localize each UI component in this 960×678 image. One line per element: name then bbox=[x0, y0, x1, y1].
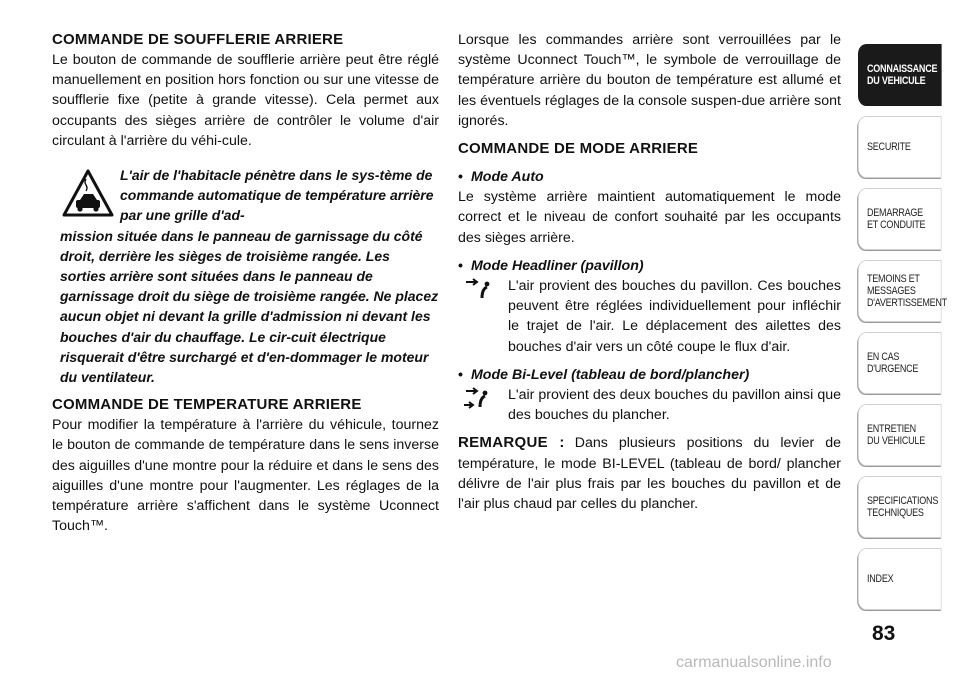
tab-temoins-messages[interactable]: TEMOINS ET MESSAGES D'AVERTISSEMENT bbox=[858, 260, 942, 322]
tab-en-cas-urgence[interactable]: EN CAS D'URGENCE bbox=[858, 332, 942, 394]
remarque-paragraph bbox=[458, 433, 841, 514]
bullet-mode-headliner: • Mode Headliner (pavillon) bbox=[458, 257, 644, 274]
remarque-text: Dans plusieurs positions du levier de température, le mode BI-LEVEL (tableau de bord/ plancher délivre de l'air plus frais par les bouches du pavillon et de l'air plus chaud par celles du plancher. bbox=[458, 435, 841, 513]
paragraph-temperature: Pour modifier la température à l'arrière du véhicule, tournez le bouton de commande de température dans le sens inverse des aiguilles d'une montre pour la réduire et dans le sens des aiguilles d'une montre pour l'augmenter. Les réglages de la température arrière s'affichent dans le système Uconnect Touch™. bbox=[52, 417, 439, 535]
headliner-mode-icon bbox=[462, 278, 492, 300]
tab-connaissance-vehicule[interactable]: CONNAISSANCE DU VEHICULE bbox=[858, 44, 942, 106]
heading-temperature: COMMANDE DE TEMPERATURE ARRIERE bbox=[52, 396, 362, 414]
tab-demarrage-conduite[interactable]: DEMARRAGE ET CONDUITE bbox=[858, 188, 942, 250]
paragraph-mode-bilevel: L'air provient des deux bouches du pavillon ainsi que des bouches du plancher. bbox=[508, 387, 841, 424]
watermark: carmanualsonline.info bbox=[676, 654, 832, 671]
tab-index[interactable]: INDEX bbox=[858, 548, 942, 610]
heading-mode: COMMANDE DE MODE ARRIERE bbox=[458, 140, 699, 158]
paragraph-soufflerie: Le bouton de commande de soufflerie arrière peut être réglé manuellement en position hors fonction ou sur une vitesse de soufflerie fixe (petite à grande vitesse). Cela permet aux occupants des sièges arrière de contrôler le volume d'air circulant à l'arrière du véhi-cule. bbox=[52, 52, 439, 149]
paragraph-verrouillage: Lorsque les commandes arrière sont verrouillées par le système Uconnect Touch™, le symbole de verrouillage de température arrière du bouton de température est allumé et les éventuels réglages de la console suspen-due arrière sont ignorés. bbox=[458, 32, 841, 129]
left-column bbox=[52, 30, 439, 536]
paragraph-mode-auto: Le système arrière maintient automatiquement le mode correct et le niveau de confort souhaité par les occupants des sièges arrière. bbox=[458, 189, 841, 246]
bullet-mode-auto: • Mode Auto bbox=[458, 169, 544, 186]
bullet-mode-bilevel: • Mode Bi-Level (tableau de bord/plancher) bbox=[458, 366, 750, 383]
paragraph-mode-headliner: L'air provient des bouches du pavillon. Ces bouches peuvent être réglées individuellement pour infléchir le trajet de l'air. Le déplacement des ailettes des bouches d'air vers un côté coupe le flux d'air. bbox=[508, 278, 841, 355]
tab-specifications[interactable]: SPECIFICATIONS TECHNIQUES bbox=[858, 476, 942, 538]
headliner-block bbox=[458, 276, 841, 357]
right-column bbox=[458, 30, 841, 514]
warning-block bbox=[52, 165, 439, 387]
tab-securite[interactable]: SECURITE bbox=[858, 116, 942, 178]
tab-entretien-vehicule[interactable]: ENTRETIEN DU VEHICULE bbox=[858, 404, 942, 466]
heading-soufflerie: COMMANDE DE SOUFFLERIE ARRIERE bbox=[52, 31, 344, 48]
warning-text-first: L'air de l'habitacle pénètre dans le sys-tème de commande automatique de température arrière par une grille d'ad- bbox=[120, 167, 434, 224]
bilevel-mode-icon bbox=[462, 387, 492, 409]
bilevel-block bbox=[458, 385, 841, 425]
remarque-label: REMARQUE : bbox=[458, 434, 565, 452]
warning-triangle-icon bbox=[62, 169, 114, 217]
page-number: 83 bbox=[872, 622, 896, 645]
warning-text-rest: mission située dans le panneau de garnissage du côté droit, derrière les sièges de troisième rangée. Les sorties arrière sont situées dans le panneau de garnissage droit du siège de troisième rangée. Ne placez aucun objet ni devant la grille d'admission ni devant les bouches d'air du chauffage. Le cir-cuit électrique risquerait d'être surchargé et d'en-dommager le moteur du ventilateur. bbox=[60, 227, 439, 386]
